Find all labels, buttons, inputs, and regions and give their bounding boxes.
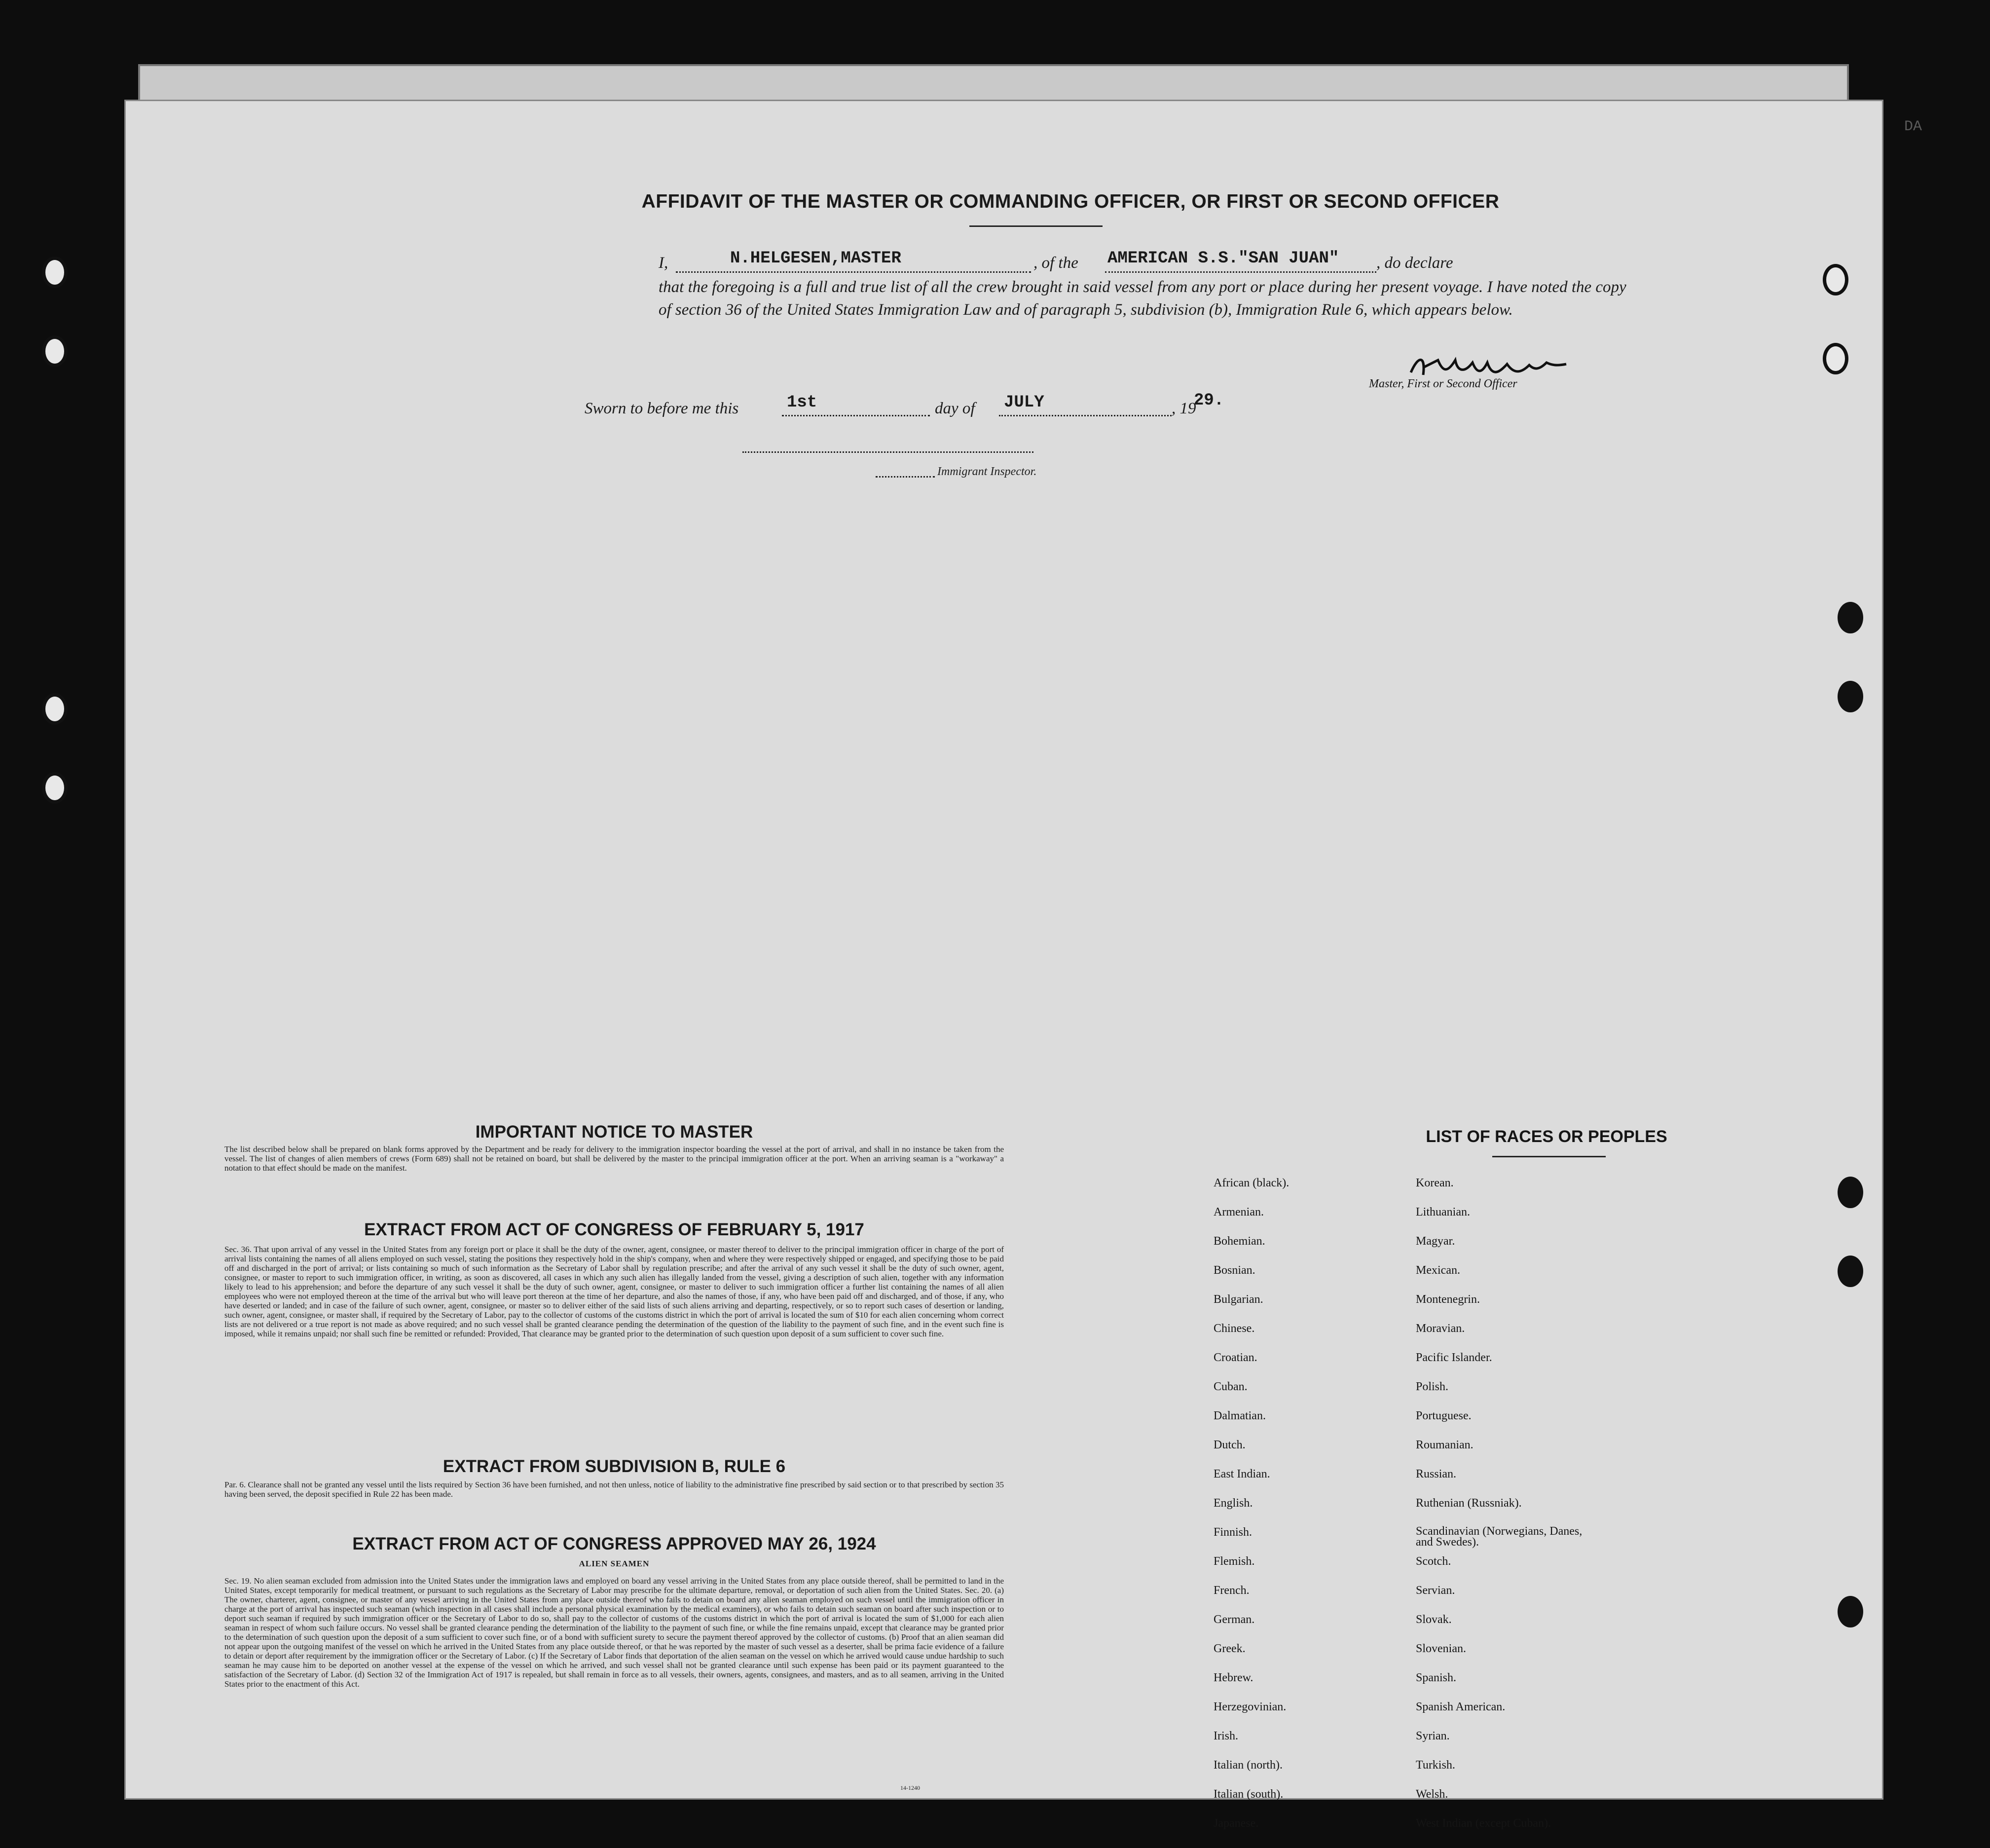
punch-hole-icon [1838,1256,1863,1287]
race-item: French. [1214,1584,1250,1597]
race-item: Polish. [1416,1380,1449,1393]
punch-hole-icon [42,335,68,367]
race-item: Herzegovinian. [1214,1700,1287,1713]
race-item: Japanese. [1214,1817,1259,1830]
race-item: Croatian. [1214,1351,1257,1364]
race-item: Ruthenian (Russniak). [1416,1497,1522,1510]
extract-1917-title: EXTRACT FROM ACT OF CONGRESS OF FEBRUARY 5, 1917 [364,1220,864,1239]
notice-body: The list described below shall be prepared on blank forms approved by the Department and be ready for delivery to the immigration inspector boarding the vessel at the port of arrival, and shall in no instance be taken from the vessel. The list of changes of alien members of crews (Form 689) shall not be retained on board, but shall be delivered by the master to the principal immigration officer at the port. When an arriving seaman is a "workaway" a notation to that effect should be made on the manifest. [224,1145,1004,1173]
vessel-name: AMERICAN S.S."SAN JUAN" [1107,249,1339,268]
form-number: 14-1240 [900,1784,920,1791]
race-item: Mexican. [1416,1264,1460,1277]
title-divider [969,225,1103,227]
race-item: Russian. [1416,1468,1457,1480]
race-item: Flemish. [1214,1555,1255,1568]
race-item: Slovenian. [1416,1642,1466,1655]
race-item: Finnish. [1214,1526,1253,1539]
race-item: Hebrew. [1214,1671,1253,1684]
inspector-caption-line [876,476,935,478]
race-item: Scandinavian (Norwegians, Danes, and Swedes). [1416,1525,1583,1549]
punch-hole-icon [1838,1177,1863,1208]
sworn-day: 1st [787,393,817,412]
master-name: N.HELGESEN,MASTER [730,249,901,268]
race-item: Spanish American. [1416,1700,1506,1713]
punch-hole-icon [1838,602,1863,633]
races-title: LIST OF RACES OR PEOPLES [1426,1127,1667,1146]
race-item: Korean. [1416,1177,1454,1189]
affidavit-page [126,101,1882,1830]
race-item: Dutch. [1214,1439,1246,1451]
race-item: African (black). [1214,1177,1290,1189]
extract-1924-title: EXTRACT FROM ACT OF CONGRESS APPROVED MAY 26, 1924 [352,1534,876,1553]
race-item: Armenian. [1214,1206,1264,1219]
vessel-line [1105,271,1376,273]
races-divider [1492,1156,1606,1157]
line1-prefix: I, [659,254,668,272]
punch-hole-icon [42,257,68,288]
race-item: Magyar. [1416,1235,1455,1248]
race-item: Irish. [1214,1730,1238,1742]
race-item: Montenegrin. [1416,1293,1480,1306]
race-item: Spanish. [1416,1671,1457,1684]
sworn-prefix: Sworn to before me this [585,400,739,417]
race-item: Welsh. [1416,1788,1448,1801]
race-item: Italian (south). [1214,1788,1284,1801]
race-item: Cuban. [1214,1380,1248,1393]
race-item: Moravian. [1416,1322,1465,1335]
race-item: Portuguese. [1416,1409,1472,1422]
sworn-year: 29. [1194,391,1224,410]
race-item: Chinese. [1214,1322,1255,1335]
day-of-label: day of [935,400,975,417]
alien-seamen-subtitle: ALIEN SEAMEN [579,1559,650,1568]
notice-title: IMPORTANT NOTICE TO MASTER [475,1122,753,1142]
races-left-column [1214,1177,1289,1846]
race-item: Bulgarian. [1214,1293,1263,1306]
inspector-signature-line [742,451,1033,453]
race-item: German. [1214,1613,1255,1626]
sworn-month: JULY [1004,393,1044,412]
race-item: Bohemian. [1214,1235,1265,1248]
race-item: Turkish. [1416,1759,1455,1772]
punch-hole-icon [1838,1596,1863,1627]
punch-hole-icon [1838,681,1863,712]
inspector-caption: Immigrant Inspector. [937,465,1037,478]
sworn-day-line [782,415,930,416]
rule6-title: EXTRACT FROM SUBDIVISION B, RULE 6 [442,1457,786,1476]
affidavit-body: that the foregoing is a full and true list of all the crew brought in said vessel from any port or place during her present voyage. I have noted the copy of section 36 of the United States Immigration Law and of paragraph 5, subdivision (b), Immigration Rule 6, which appears below. [659,278,1626,319]
extract-1917-body: Sec. 36. That upon arrival of any vessel in the United States from any foreign port or place it shall be the duty of the owner, agent, consignee, or master thereof to deliver to the principal immigration officer in charge of the port of arrival lists containing the names of all aliens employed on such vessel, stating the positions they respectively hold in the ship's company, when and where they were respectively shipped or engaged, and specifying those to be paid off and discharged in the port of arrival; or lists containing so much of such information as the Secretary of Labor shall by regulation prescribe; and after the arrival of any such vessel it shall be the duty of such owner, agent, consignee, or master to report to such immigration officer, in writing, as soon as discovered, all cases in which any such alien has illegally landed from the vessel, giving a description of such alien, together with any information likely to lead to his apprehension; and before the departure of any such vessel it shall be the duty of such owner, agent, consignee, or master to deliver to such immigration officer a further list containing the names of all alien employees who were not employed thereon at the time of the arrival but who will leave port thereon at the time of her departure, and also the names of those, if any, who have been paid off and discharged, and of those, if any, who have deserted or landed; and in case of the failure of such owner, agent, consignee, or master so to deliver either of the said lists of such aliens arriving and departing, respectively, or so to report such cases of desertion or landing, such owner, agent, consignee, or master shall, if required by the Secretary of Labor, pay to the collector of customs of the customs district in which the port of arrival is located the sum of $10 for each alien concerning whom correct lists are not delivered or a true report is not made as above required; and no such vessel shall be granted clearance pending the determination of the question of the liability to the payment of such fine, and in the event such fine is imposed, while it remains unpaid; nor shall such fine be remitted or refunded: Provided, That clearance may be granted prior to the determination of such question upon deposit of a sum sufficient to cover such fine. [224,1245,1004,1338]
race-item: English. [1214,1497,1253,1510]
line1-suffix: , do declare [1376,254,1453,272]
punch-hole-icon [1823,264,1848,296]
race-item: Dalmatian. [1214,1409,1266,1422]
races-right-column [1416,1177,1598,1846]
race-item: Italian (north). [1214,1759,1283,1772]
signature-caption: Master, First or Second Officer [1369,377,1517,390]
race-item: East Indian. [1214,1468,1270,1480]
punch-hole-icon [42,693,68,725]
punch-hole-icon [42,772,68,804]
race-item: Scotch. [1416,1555,1451,1568]
race-item: Greek. [1214,1642,1246,1655]
affidavit-title: AFFIDAVIT OF THE MASTER OR COMMANDING OFFICER, OR FIRST OR SECOND OFFICER [641,191,1500,212]
race-item: West Indian (except Cuban). [1416,1817,1551,1830]
line1-mid: , of the [1033,254,1078,272]
race-item: Bosnian. [1214,1264,1255,1277]
rule6-body: Par. 6. Clearance shall not be granted any vessel until the lists required by Section 36 have been furnished, and not then unless, notice of liability to the administrative fine prescribed by said section or to that prescribed by section 35 having been served, the deposit specified in Rule 22 has been made. [224,1480,1004,1499]
punch-hole-icon [1823,343,1848,374]
race-item: Pacific Islander. [1416,1351,1492,1364]
race-item: Roumanian. [1416,1439,1474,1451]
extract-1924-body: Sec. 19. No alien seaman excluded from admission into the United States under the immigration laws and employed on board any vessel arriving in the United States from any place outside thereof, shall be permitted to land in the United States, except temporarily for medical treatment, or pursuant to such regulations as the Secretary of Labor may prescribe for the ultimate departure, removal, or deportation of such alien from the United States. Sec. 20. (a) The owner, charterer, agent, consignee, or master of any vessel arriving in the United States from any place outside thereof who fails to detain on board any alien seaman employed on such vessel until the immigration officer in charge at the port of arrival has inspected such seaman (which inspection in all cases shall include a personal physical examination by the medical examiners), or who fails to detain such seaman on board after such inspection or to deport such seaman if required by such immigration officer or the Secretary of Labor to do so, shall pay to the collector of customs of the customs district in which the port of arrival is located the sum of $1,000 for each alien seaman in respect of whom such failure occurs. No vessel shall be granted clearance pending the determination of the liability to the payment of such fine, or while the fine remains unpaid, except that clearance may be granted prior to the determination of such question upon the deposit of a sum sufficient to cover such fine, or of a bond with sufficient surety to secure the payment thereof approved by the collector of customs. (b) Proof that an alien seaman did not appear upon the outgoing manifest of the vessel on which he arrived in the United States from any place outside thereof, or that he was reported by the master of such vessel as a deserter, shall be prima facie evidence of a failure to detain or deport after requirement by the immigration officer or the Secretary of Labor. (c) If the Secretary of Labor finds that deportation of the alien seaman on the vessel on which he arrived would cause undue hardship to such seaman he may cause him to be deported on another vessel at the expense of the vessel on which he arrived, and such vessel shall not be granted clearance until such expense has been paid or its payment guaranteed to the satisfaction of the Secretary of Labor. (d) Section 32 of the Immigration Act of 1917 is repealed, but shall remain in force as to all vessels, their owners, agents, consignees, and masters, and as to all seamen, arriving in the United States prior to the enactment of this Act. [224,1576,1004,1689]
year-prefix: , 19 [1172,400,1196,417]
race-item: Lithuanian. [1416,1206,1470,1219]
race-item: Slovak. [1416,1613,1452,1626]
master-name-line [676,271,1031,273]
race-item: Servian. [1416,1584,1455,1597]
ghost-text: DA [1904,118,1922,135]
race-item: Syrian. [1416,1730,1450,1742]
sworn-month-line [999,415,1172,416]
